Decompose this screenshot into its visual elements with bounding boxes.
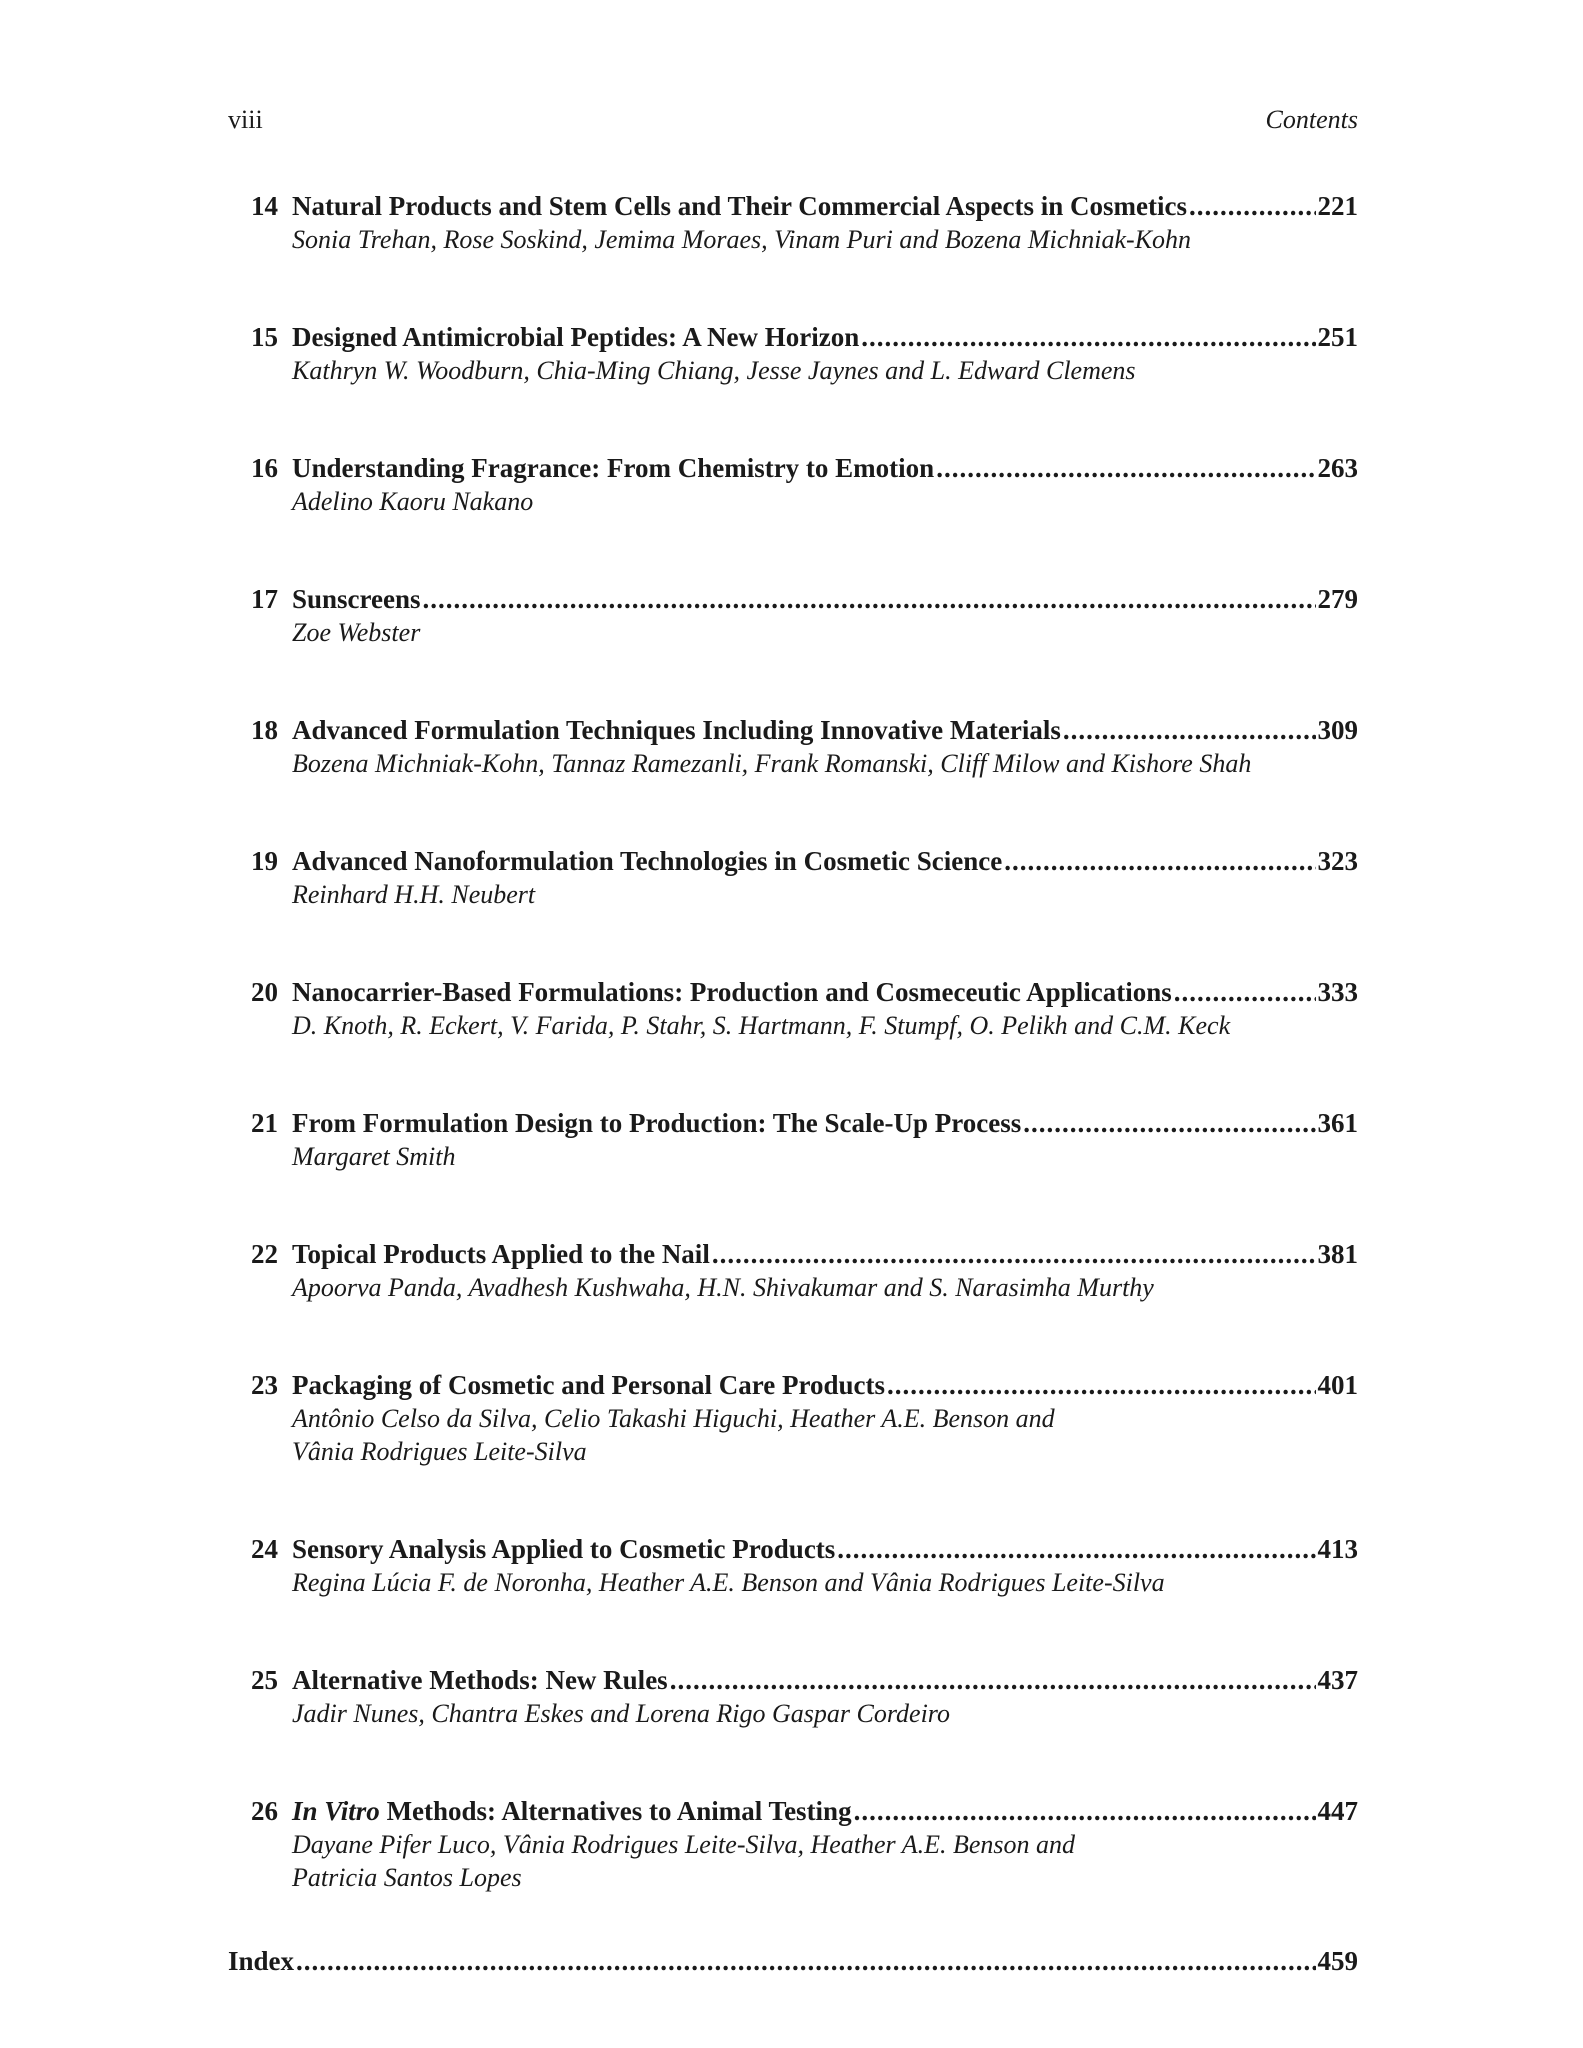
chapter-number: 25 [251,1665,278,1695]
chapter-page-number: 323 [1317,846,1358,876]
chapter-authors [292,485,1358,518]
author-line: D. Knoth, R. Eckert, V. Farida, P. Stahr, S. Hartmann, F. Stumpf, O. Pelikh and C.M. Keck [292,1011,1231,1040]
toc-entry-heading [228,1107,1358,1140]
index-entry [228,1945,1358,1978]
chapter-title-text: Understanding Fragrance: From Chemistry to Emotion [292,453,935,483]
chapter-title [292,714,1061,747]
dot-leader [670,1664,1316,1697]
chapter-title-text: Sensory Analysis Applied to Cosmetic Products [292,1534,836,1564]
chapter-number: 20 [251,977,278,1007]
dot-leader [1004,845,1315,878]
chapter-title [292,1533,835,1566]
dot-leader [1189,190,1316,223]
toc-entry-heading [228,1533,1358,1566]
chapter-title-text: Nanocarrier-Based Formulations: Production and Cosmeceutic Applications [292,977,1172,1007]
running-head [228,103,1358,137]
index-heading [228,1945,1358,1978]
dot-leader [423,583,1316,616]
chapter-title-text: Advanced Nanoformulation Technologies in Cosmetic Science [292,846,1003,876]
author-line: Patricia Santos Lopes [292,1863,522,1892]
toc-entry-heading [228,1238,1358,1271]
toc-entry [228,1795,1358,1894]
chapter-page-number: 413 [1317,1534,1358,1564]
toc-entry-heading [228,845,1358,878]
chapter-title-text: Packaging of Cosmetic and Personal Care Products [292,1370,885,1400]
author-line: Margaret Smith [292,1142,456,1171]
chapter-number: 21 [251,1108,278,1138]
chapter-title-text: Sunscreens [292,584,421,614]
chapter-authors [292,616,1358,649]
author-line: Apoorva Panda, Avadhesh Kushwaha, H.N. Shivakumar and S. Narasimha Murthy [292,1273,1154,1302]
toc-entry [228,1107,1358,1173]
dot-leader [861,321,1315,354]
dot-leader [712,1238,1316,1271]
chapter-page-number: 437 [1317,1665,1358,1695]
author-line: Antônio Celso da Silva, Celio Takashi Higuchi, Heather A.E. Benson and [292,1404,1055,1433]
chapter-title [292,1664,668,1697]
chapter-title-text: Methods: Alternatives to Animal Testing [379,1796,852,1826]
toc-entry-heading [228,976,1358,1009]
chapter-title [292,1369,885,1402]
chapter-title [292,976,1172,1009]
chapter-title [292,321,859,354]
chapter-page-number: 263 [1317,453,1358,483]
chapter-authors [292,1697,1358,1730]
chapter-number: 17 [251,584,278,614]
chapter-title-text: Designed Antimicrobial Peptides: A New Horizon [292,322,860,352]
author-line: Zoe Webster [292,618,421,647]
author-line: Vânia Rodrigues Leite-Silva [292,1437,587,1466]
toc-entry-heading [228,1369,1358,1402]
section-title: Contents [1265,105,1358,134]
dot-leader [1023,1107,1315,1140]
toc-entry [228,1369,1358,1468]
author-line: Sonia Trehan, Rose Soskind, Jemima Moraes, Vinam Puri and Bozena Michniak-Kohn [292,225,1192,254]
dot-leader [887,1369,1316,1402]
toc-entry-heading [228,714,1358,747]
chapter-page-number: 309 [1317,715,1358,745]
chapter-authors [292,1402,1358,1468]
chapter-number: 26 [251,1796,278,1826]
author-line: Jadir Nunes, Chantra Eskes and Lorena Rigo Gaspar Cordeiro [292,1699,950,1728]
chapter-title [292,845,1002,878]
page-number: viii [228,105,263,134]
toc-entry [228,1533,1358,1599]
chapter-authors [292,1140,1358,1173]
toc-entry-heading [228,1664,1358,1697]
chapter-title [292,583,421,616]
dot-leader [1174,976,1316,1009]
chapter-authors [292,878,1358,911]
chapter-page-number: 279 [1317,584,1358,614]
chapter-title [292,190,1187,223]
author-line: Dayane Pifer Luco, Vânia Rodrigues Leite-Silva, Heather A.E. Benson and [292,1830,1075,1859]
toc-entry [228,321,1358,387]
chapter-page-number: 447 [1317,1796,1358,1826]
chapter-title-text: Alternative Methods: New Rules [292,1665,668,1695]
chapter-authors [292,223,1358,256]
chapter-authors [292,1271,1358,1304]
author-line: Reinhard H.H. Neubert [292,880,536,909]
toc-entry-heading [228,1795,1358,1828]
chapter-page-number: 333 [1317,977,1358,1007]
toc-entry [228,976,1358,1042]
chapter-authors [292,354,1358,387]
chapter-number: 19 [251,846,278,876]
chapter-page-number: 381 [1317,1239,1358,1269]
chapter-number: 22 [251,1239,278,1269]
dot-leader [854,1795,1316,1828]
chapter-title-text: From Formulation Design to Production: The Scale-Up Process [292,1108,1022,1138]
toc-entry [228,1238,1358,1304]
toc-entry-heading [228,321,1358,354]
index-page-number: 459 [1317,1946,1358,1976]
chapter-title-text: Topical Products Applied to the Nail [292,1239,710,1269]
chapter-authors [292,1828,1358,1894]
dot-leader [936,452,1315,485]
chapter-title [292,452,934,485]
chapter-number: 15 [251,322,278,352]
author-line: Kathryn W. Woodburn, Chia-Ming Chiang, Jesse Jaynes and L. Edward Clemens [292,356,1136,385]
chapter-authors [292,747,1358,780]
chapter-page-number: 401 [1317,1370,1358,1400]
dot-leader [1063,714,1316,747]
chapter-page-number: 361 [1317,1108,1358,1138]
dot-leader [296,1945,1315,1978]
chapter-title-text: Advanced Formulation Techniques Including Innovative Materials [292,715,1061,745]
chapter-title [292,1107,1021,1140]
chapter-authors [292,1009,1358,1042]
author-line: Bozena Michniak-Kohn, Tannaz Ramezanli, Frank Romanski, Cliff Milow and Kishore Shah [292,749,1252,778]
table-of-contents [228,190,1358,2043]
toc-entry [228,845,1358,911]
chapter-number: 24 [251,1534,278,1564]
chapter-authors [292,1566,1358,1599]
dot-leader [837,1533,1315,1566]
toc-entry [228,190,1358,256]
chapter-title-italic: In Vitro [292,1796,380,1826]
toc-entry-heading [228,190,1358,223]
chapter-page-number: 251 [1317,322,1358,352]
author-line: Regina Lúcia F. de Noronha, Heather A.E. Benson and Vânia Rodrigues Leite-Silva [292,1568,1165,1597]
toc-entry-heading [228,583,1358,616]
toc-entry [228,1664,1358,1730]
chapter-number: 18 [251,715,278,745]
toc-entry [228,714,1358,780]
toc-entry-heading [228,452,1358,485]
chapter-title [292,1238,710,1271]
index-title: Index [228,1946,295,1976]
author-line: Adelino Kaoru Nakano [292,487,534,516]
chapter-number: 16 [251,453,278,483]
chapter-title [292,1795,852,1828]
chapter-number: 23 [251,1370,278,1400]
toc-entry [228,583,1358,649]
chapter-page-number: 221 [1317,191,1358,221]
chapter-title-text: Natural Products and Stem Cells and Their Commercial Aspects in Cosmetics [292,191,1187,221]
toc-entry [228,452,1358,518]
chapter-number: 14 [251,191,278,221]
